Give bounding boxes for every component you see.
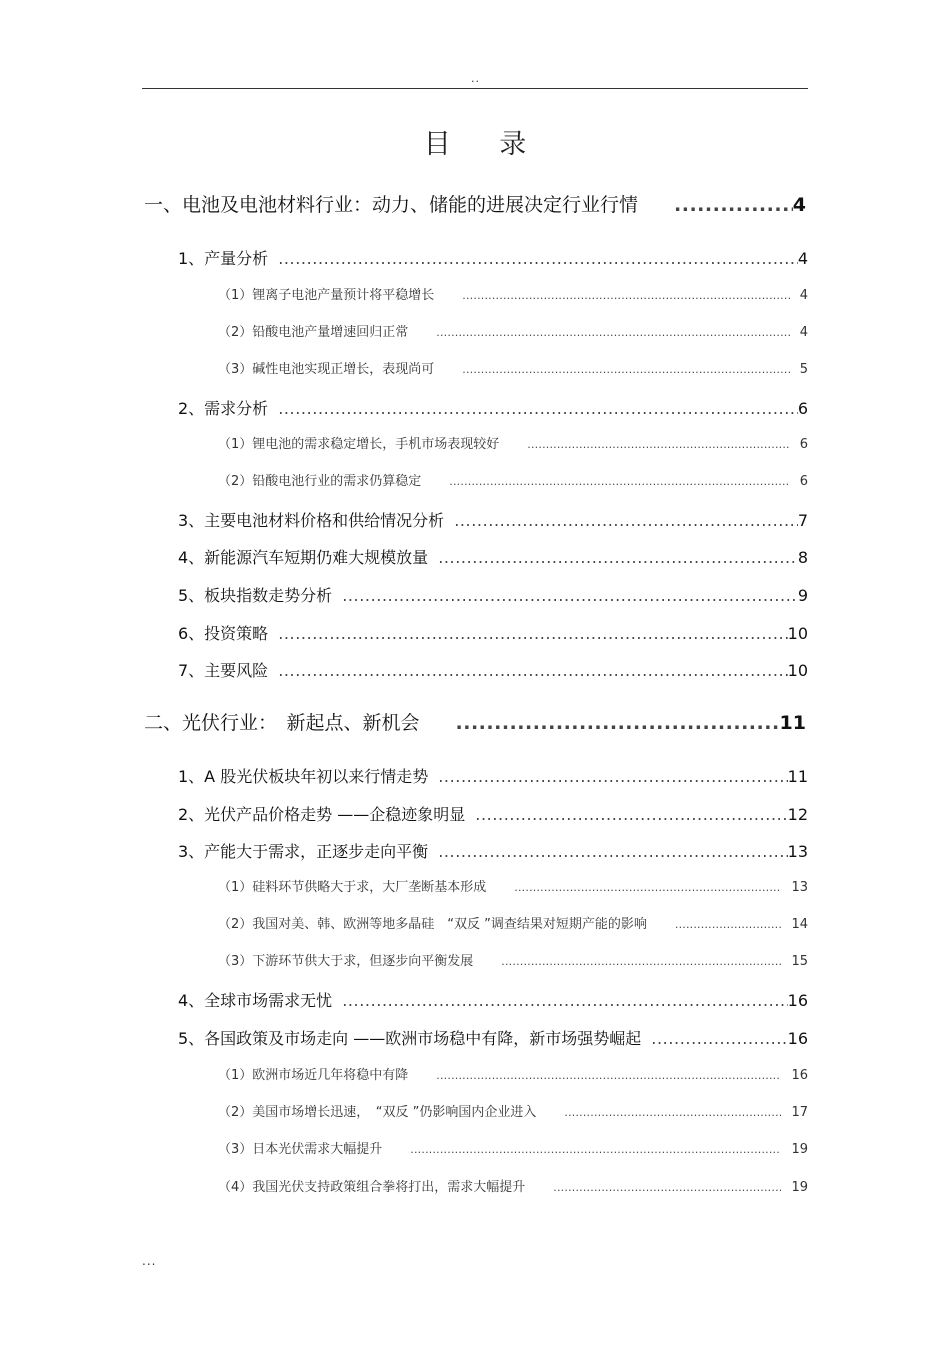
toc-entry[interactable] bbox=[178, 545, 808, 568]
toc-entry-label: （1）锂电池的需求稳定增长，手机市场表现较好 bbox=[218, 437, 500, 452]
toc-entry[interactable] bbox=[178, 508, 808, 531]
toc-entry-page: 4 bbox=[799, 288, 808, 303]
toc-leader bbox=[436, 326, 789, 339]
toc-entry-label: 6、投资策略 bbox=[178, 624, 269, 643]
toc-entry-page: 9 bbox=[797, 586, 808, 605]
toc-entry-page: 10 bbox=[787, 661, 808, 680]
toc-leader bbox=[278, 661, 787, 680]
toc-leader bbox=[501, 955, 781, 968]
toc-leader bbox=[527, 438, 789, 451]
toc-entry-label: （2）我国对美、韩、欧洲等地多晶硅 “双反 ”调查结果对短期产能的影响 bbox=[218, 917, 647, 932]
toc-entry-label: （2）铅酸电池行业的需求仍算稳定 bbox=[218, 474, 422, 489]
toc-entry-page: 6 bbox=[797, 399, 808, 418]
toc-entry-label: （3）下游环节供大于求，但逐步向平衡发展 bbox=[218, 954, 474, 969]
toc-entry-label: 一、电池及电池材料行业：动力、储能的进展决定行业行情 bbox=[144, 194, 639, 216]
toc-entry[interactable] bbox=[218, 433, 808, 452]
toc-entry-page: 16 bbox=[787, 1029, 808, 1048]
toc-leader bbox=[438, 548, 798, 567]
toc-leader bbox=[438, 842, 787, 861]
toc-leader bbox=[449, 475, 789, 488]
toc-entry[interactable] bbox=[178, 839, 808, 862]
toc-entry[interactable] bbox=[178, 583, 808, 606]
toc-entry-page: 5 bbox=[799, 362, 808, 377]
toc-entry[interactable] bbox=[218, 358, 808, 377]
toc-leader bbox=[410, 1143, 781, 1156]
toc-leader bbox=[675, 918, 782, 931]
toc-entry-page: 17 bbox=[791, 1105, 808, 1120]
toc-entry-page: 19 bbox=[791, 1142, 808, 1157]
header-rule bbox=[142, 88, 808, 89]
toc-entry[interactable] bbox=[144, 708, 806, 735]
toc-leader bbox=[436, 1069, 781, 1082]
toc-entry[interactable] bbox=[218, 1176, 808, 1195]
toc-leader bbox=[278, 249, 798, 268]
toc-entry[interactable] bbox=[178, 988, 808, 1011]
toc-entry[interactable] bbox=[178, 802, 808, 825]
toc-entry-page: 4 bbox=[792, 194, 806, 216]
toc-entry-label: （2）美国市场增长迅速， “双反 ”仍影响国内企业进入 bbox=[218, 1105, 537, 1120]
toc-leader bbox=[342, 991, 787, 1010]
toc-entry-label: 5、板块指数走势分析 bbox=[178, 586, 333, 605]
toc-entry-page: 4 bbox=[799, 325, 808, 340]
toc-entry-page: 11 bbox=[779, 712, 806, 734]
toc-entry-page: 13 bbox=[787, 842, 808, 861]
toc-entry-page: 19 bbox=[791, 1180, 808, 1195]
toc-entry-page: 14 bbox=[791, 917, 808, 932]
toc-leader bbox=[278, 624, 787, 643]
toc-entry-label: 5、各国政策及市场走向 ——欧洲市场稳中有降，新市场强势崛起 bbox=[178, 1029, 642, 1048]
toc-entry-label: 1、A 股光伏板块年初以来行情走势 bbox=[178, 767, 429, 786]
toc-entry-page: 6 bbox=[799, 437, 808, 452]
toc-leader bbox=[514, 881, 781, 894]
toc-leader bbox=[674, 194, 793, 216]
toc-entry[interactable] bbox=[218, 470, 808, 489]
toc-entry[interactable] bbox=[218, 321, 808, 340]
toc-entry-label: （1）硅料环节供略大于求，大厂垄断基本形成 bbox=[218, 880, 487, 895]
toc-entry-page: 4 bbox=[797, 249, 808, 268]
toc-entry[interactable] bbox=[218, 913, 808, 932]
toc-entry-label: 2、光伏产品价格走势 ——企稳迹象明显 bbox=[178, 805, 466, 824]
toc-leader bbox=[553, 1181, 781, 1194]
toc-leader bbox=[456, 712, 780, 734]
toc-entry-label: （1）锂离子电池产量预计将平稳增长 bbox=[218, 288, 435, 303]
toc-entry-page: 7 bbox=[797, 511, 808, 530]
toc-entry-label: 二、光伏行业： 新起点、新机会 bbox=[144, 712, 420, 734]
toc-entry-label: 4、全球市场需求无忧 bbox=[178, 991, 333, 1010]
toc-entry[interactable] bbox=[218, 950, 808, 969]
toc-entry[interactable] bbox=[218, 1064, 808, 1083]
toc-entry-label: （4）我国光伏支持政策组合拳将打出，需求大幅提升 bbox=[218, 1180, 526, 1195]
toc-leader bbox=[651, 1029, 787, 1048]
toc-entry-label: （2）铅酸电池产量增速回归正常 bbox=[218, 325, 409, 340]
toc-entry[interactable] bbox=[178, 1026, 808, 1049]
toc-entry-page: 13 bbox=[791, 880, 808, 895]
toc-entry[interactable] bbox=[178, 621, 808, 644]
toc-leader bbox=[278, 399, 798, 418]
toc-entry-label: 1、产量分析 bbox=[178, 249, 269, 268]
toc-entry-label: 3、主要电池材料价格和供给情况分析 bbox=[178, 511, 445, 530]
footer-mark: ... bbox=[142, 1254, 157, 1268]
toc-entry-label: （3）日本光伏需求大幅提升 bbox=[218, 1142, 383, 1157]
toc-leader bbox=[462, 289, 789, 302]
toc-leader bbox=[462, 363, 789, 376]
toc-entry-page: 16 bbox=[791, 1068, 808, 1083]
toc-entry-label: 4、新能源汽车短期仍难大规模放量 bbox=[178, 548, 429, 567]
page-title: 目 录 bbox=[423, 129, 547, 160]
toc-entry-label: （3）碱性电池实现正增长，表现尚可 bbox=[218, 362, 435, 377]
toc-entry-page: 10 bbox=[787, 624, 808, 643]
toc-leader bbox=[438, 767, 787, 786]
toc-entry-page: 8 bbox=[797, 548, 808, 567]
toc-entry-label: 2、需求分析 bbox=[178, 399, 269, 418]
toc-entry[interactable] bbox=[178, 246, 808, 269]
toc-entry-page: 6 bbox=[799, 474, 808, 489]
toc-entry[interactable] bbox=[218, 876, 808, 895]
toc-entry[interactable] bbox=[178, 764, 808, 787]
toc-entry-page: 11 bbox=[787, 767, 808, 786]
toc-entry[interactable] bbox=[178, 658, 808, 681]
toc-leader bbox=[342, 586, 798, 605]
toc-entry[interactable] bbox=[218, 1138, 808, 1157]
header-mark: .. bbox=[471, 72, 480, 85]
toc-entry-page: 12 bbox=[787, 805, 808, 824]
toc-entry[interactable] bbox=[178, 396, 808, 419]
toc-entry[interactable] bbox=[218, 1101, 808, 1120]
toc-entry-label: （1）欧洲市场近几年将稳中有降 bbox=[218, 1068, 409, 1083]
toc-entry-label: 3、产能大于需求，正逐步走向平衡 bbox=[178, 842, 429, 861]
toc-entry-label: 7、主要风险 bbox=[178, 661, 269, 680]
toc-leader bbox=[564, 1106, 781, 1119]
toc-entry-page: 16 bbox=[787, 991, 808, 1010]
toc-leader bbox=[475, 805, 787, 824]
toc-entry-page: 15 bbox=[791, 954, 808, 969]
toc-entry[interactable] bbox=[144, 190, 806, 217]
toc-entry[interactable] bbox=[218, 284, 808, 303]
toc-leader bbox=[454, 511, 798, 530]
